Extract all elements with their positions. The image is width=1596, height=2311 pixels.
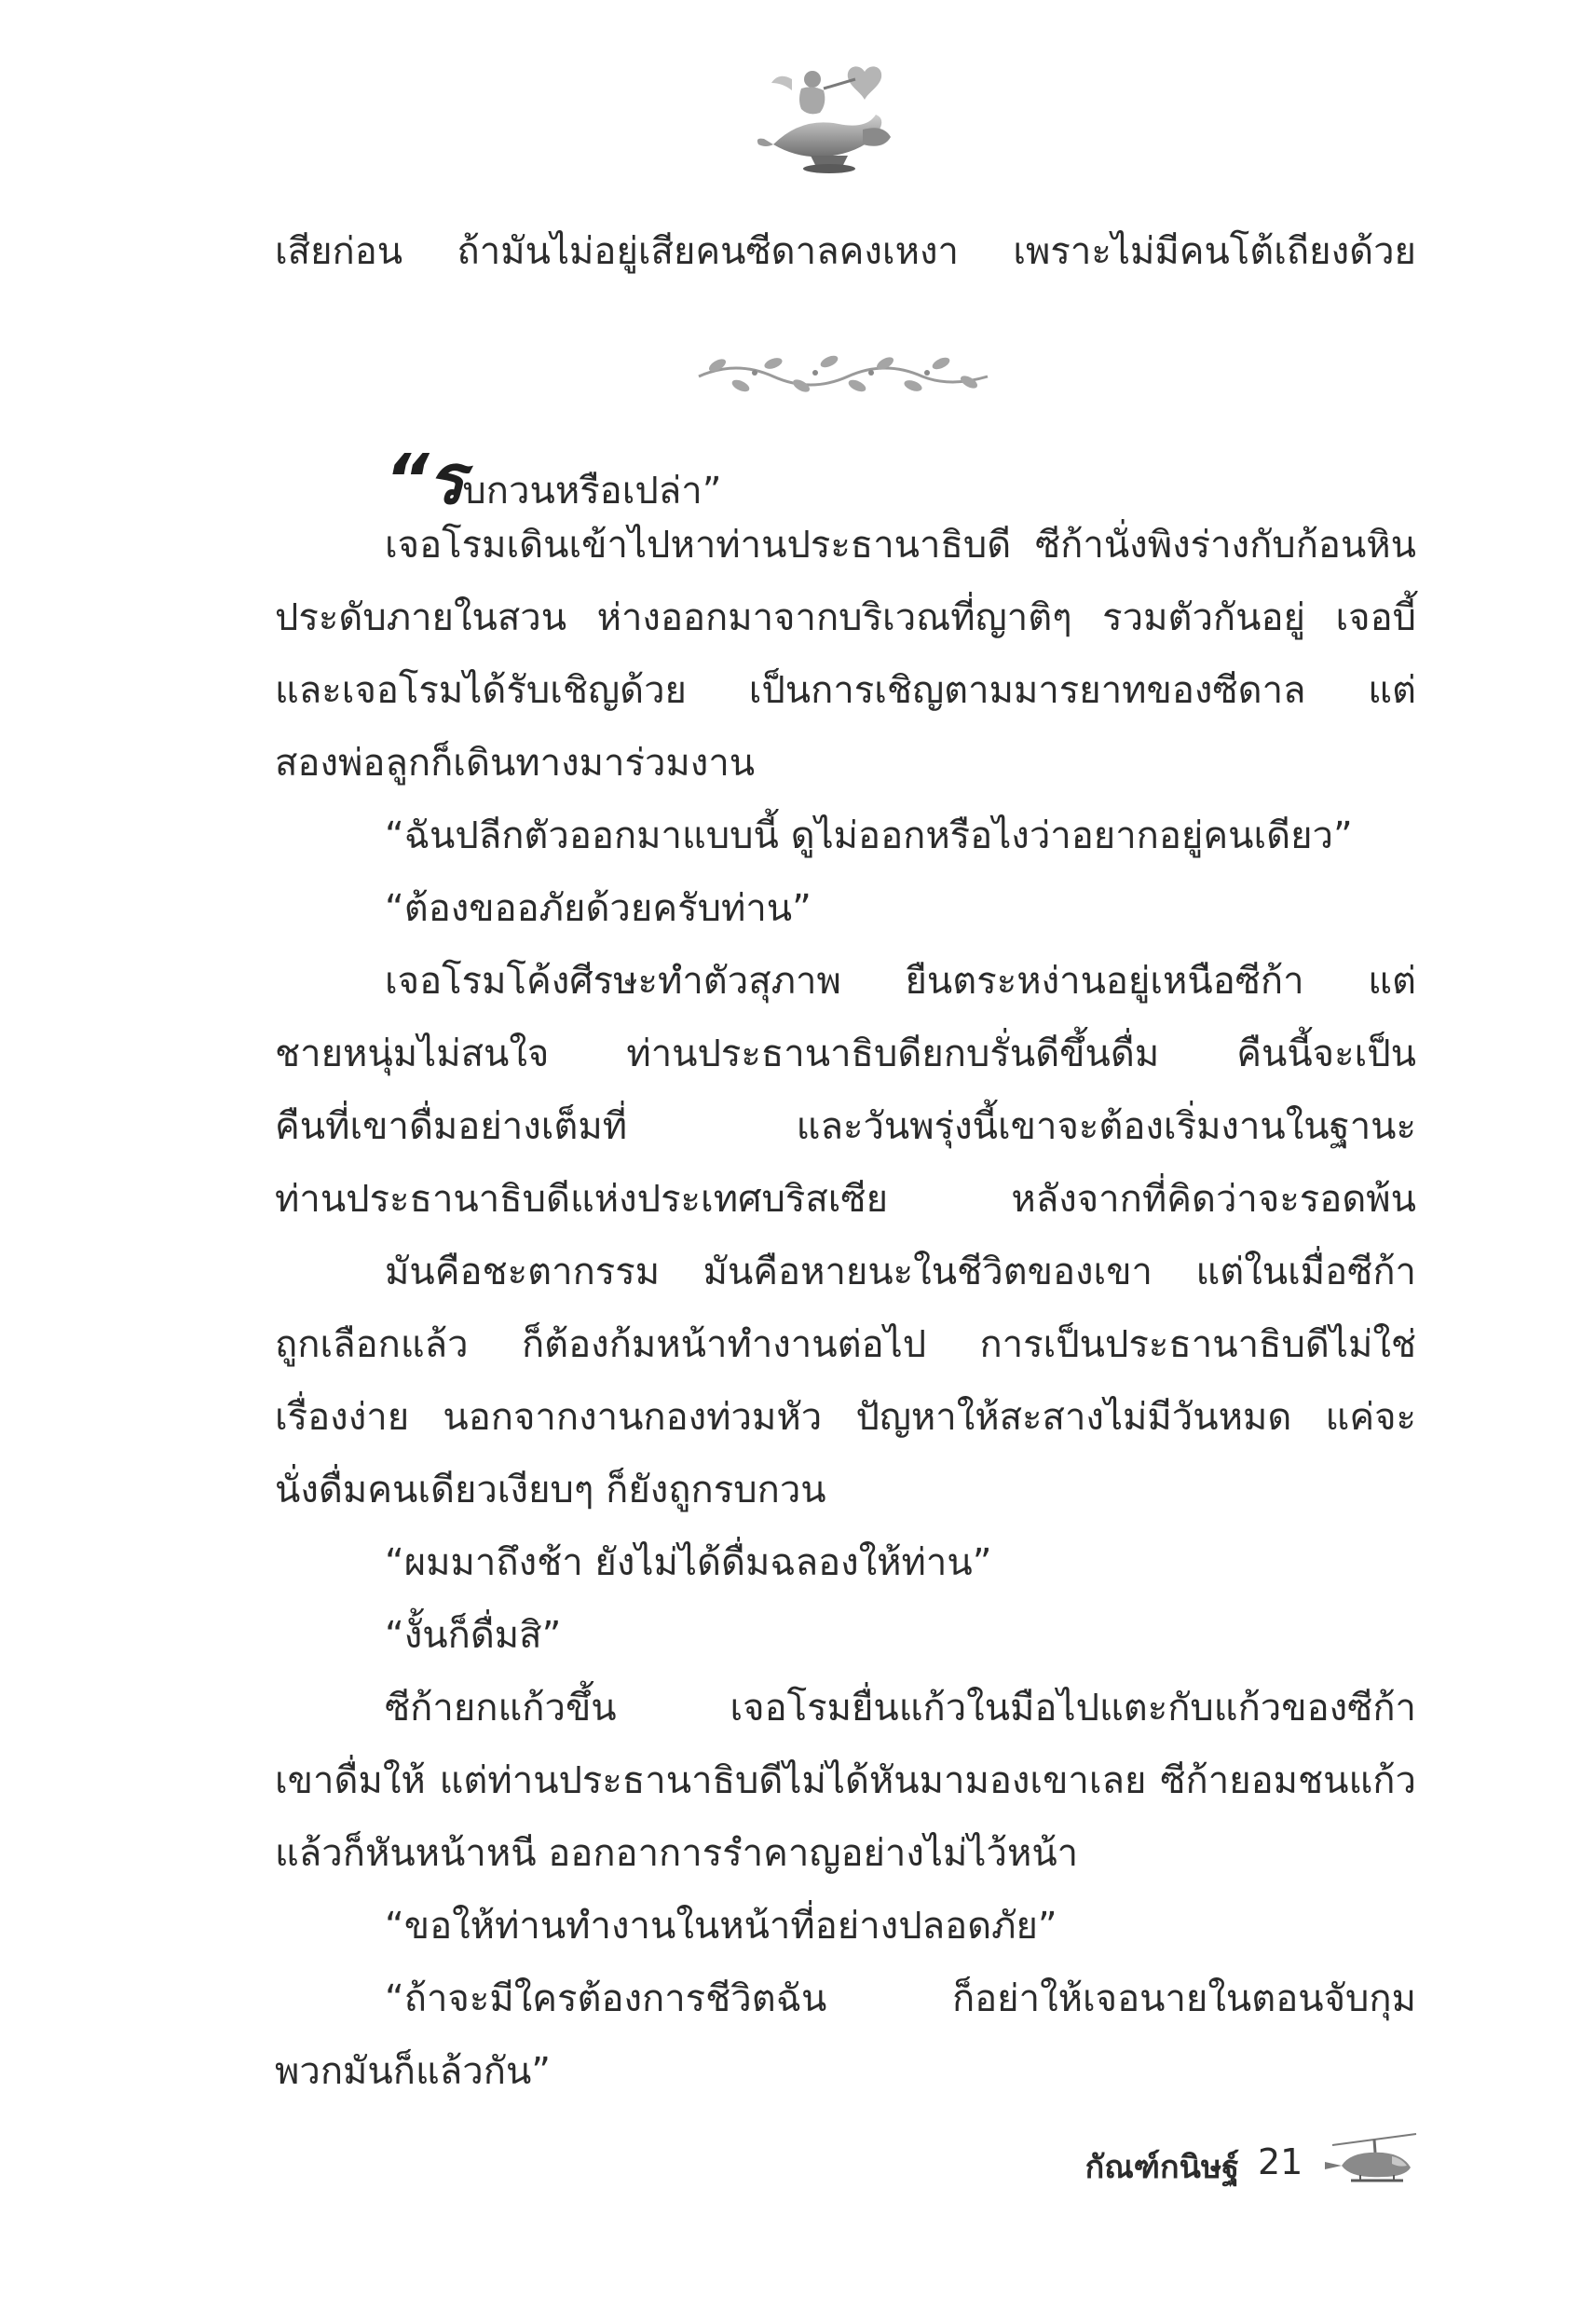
page-number: 21 [1258, 2141, 1303, 2182]
book-title: กัณฑ์กนิษฐ์ [1084, 2149, 1239, 2186]
text-line: เสียก่อน ถ้ามันไม่อยู่เสียคนซีดาลคงเหงา เพราะไม่มีคนโต้เถียงด้วย [275, 230, 1416, 273]
text-line: “ผมมาถึงช้า ยังไม่ได้ดื่มฉลองให้ท่าน” [385, 1541, 992, 1584]
helicopter-icon [1323, 2125, 1425, 2199]
leaf-vine-divider-icon [689, 345, 997, 401]
genie-lamp-icon [755, 51, 913, 182]
text-line: “ถ้าจะมีใครต้องการชีวิตฉัน ก็อย่าให้เจอนายในตอนจับกุม [385, 1977, 1416, 2020]
text-line: นั่งดื่มคนเดียวเงียบๆ ก็ยังถูกรบกวน [275, 1469, 826, 1511]
drop-cap: “ร [385, 440, 463, 520]
text-line: เจอโรมโค้งศีรษะทำตัวสุภาพ ยืนตระหง่านอยู่เหนือซีก้า แต่ [385, 960, 1416, 1003]
text-line: แล้วก็หันหน้าหนี ออกอาการรำคาญอย่างไม่ไว้หน้า [275, 1832, 1079, 1875]
text-line: “งั้นก็ดื่มสิ” [385, 1614, 562, 1657]
text-line: ถูกเลือกแล้ว ก็ต้องก้มหน้าทำงานต่อไป การเป็นประธานาธิบดีไม่ใช่ [275, 1323, 1416, 1366]
text-line: ท่านประธานาธิบดีแห่งประเทศบริสเซีย หลังจากที่คิดว่าจะรอดพ้น [275, 1178, 1416, 1221]
text-line: เรื่องง่าย นอกจากงานกองท่วมหัว ปัญหาให้สะสางไม่มีวันหมด แค่จะ [275, 1396, 1416, 1439]
text-line: พวกมันก็แล้วกัน” [275, 2050, 552, 2093]
text-line: ชายหนุ่มไม่สนใจ ท่านประธานาธิบดียกบรั่นดีขึ้นดื่ม คืนนี้จะเป็น [275, 1032, 1416, 1075]
text-line: “ฉันปลีกตัวออกมาแบบนี้ ดูไม่ออกหรือไงว่าอยากอยู่คนเดียว” [385, 814, 1353, 857]
text-line: “ขอให้ท่านทำงานในหน้าที่อย่างปลอดภัย” [385, 1905, 1057, 1948]
text-line: “ต้องขออภัยด้วยครับท่าน” [385, 887, 812, 930]
text-line: คืนที่เขาดื่มอย่างเต็มที่ และวันพรุ่งนี้เขาจะต้องเริ่มงานในฐานะ [275, 1105, 1416, 1148]
chapter-opening [385, 424, 722, 520]
text-line: เขาดื่มให้ แต่ท่านประธานาธิบดีไม่ได้หันมามองเขาเลย ซีก้ายอมชนแก้ว [275, 1759, 1416, 1802]
text-line: ประดับภายในสวน ห่างออกมาจากบริเวณที่ญาติๆ รวมตัวกันอยู่ เจอบี้ [275, 596, 1416, 639]
opening-text: บกวนหรือเปล่า” [462, 470, 722, 513]
text-line: สองพ่อลูกก็เดินทางมาร่วมงาน [275, 742, 756, 785]
text-line: และเจอโรมได้รับเชิญด้วย เป็นการเชิญตามมารยาทของซีดาล แต่ [275, 669, 1416, 712]
text-line: เจอโรมเดินเข้าไปหาท่านประธานาธิบดี ซีก้านั่งพิงร่างกับก้อนหิน [385, 524, 1416, 567]
text-line: ซีก้ายกแก้วขึ้น เจอโรมยื่นแก้วในมือไปแตะกับแก้วของซีก้า [385, 1687, 1416, 1730]
text-line: มันคือชะตากรรม มันคือหายนะในชีวิตของเขา แต่ในเมื่อซีก้า [385, 1251, 1416, 1293]
